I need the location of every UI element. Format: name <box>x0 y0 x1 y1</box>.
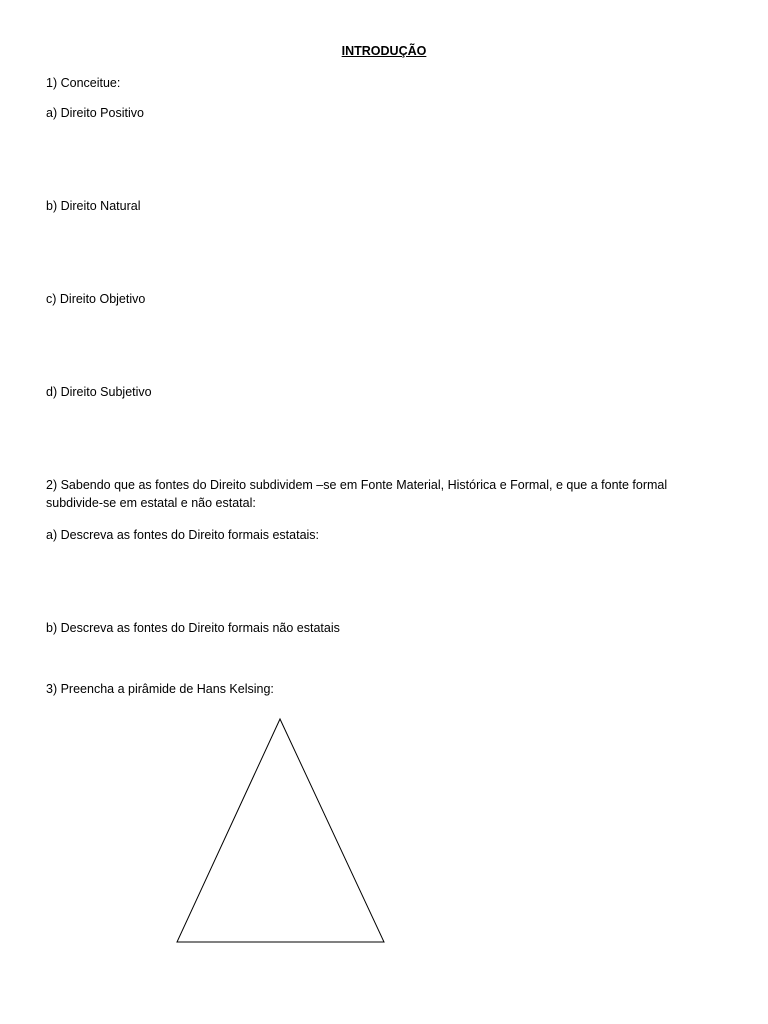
question-1a: a) Direito Positivo <box>46 106 144 120</box>
question-3-heading: 3) Preencha a pirâmide de Hans Kelsing: <box>46 682 274 696</box>
question-1c: c) Direito Objetivo <box>46 292 146 306</box>
page-title: INTRODUÇÃO <box>341 44 427 58</box>
question-1d: d) Direito Subjetivo <box>46 385 152 399</box>
question-2b: b) Descreva as fontes do Direito formais não estatais <box>46 621 340 635</box>
question-1b: b) Direito Natural <box>46 199 141 213</box>
question-2a: a) Descreva as fontes do Direito formais estatais: <box>46 528 320 542</box>
question-2-heading-line1: 2) Sabendo que as fontes do Direito subdividem –se em Fonte Material, Histórica e Formal, e que a fonte formal <box>46 478 668 492</box>
question-1-heading: 1) Conceitue: <box>46 76 121 90</box>
pyramid-triangle <box>170 712 390 948</box>
pyramid-outline <box>177 719 384 942</box>
question-2-heading-line2: subdivide-se em estatal e não estatal: <box>46 496 256 510</box>
